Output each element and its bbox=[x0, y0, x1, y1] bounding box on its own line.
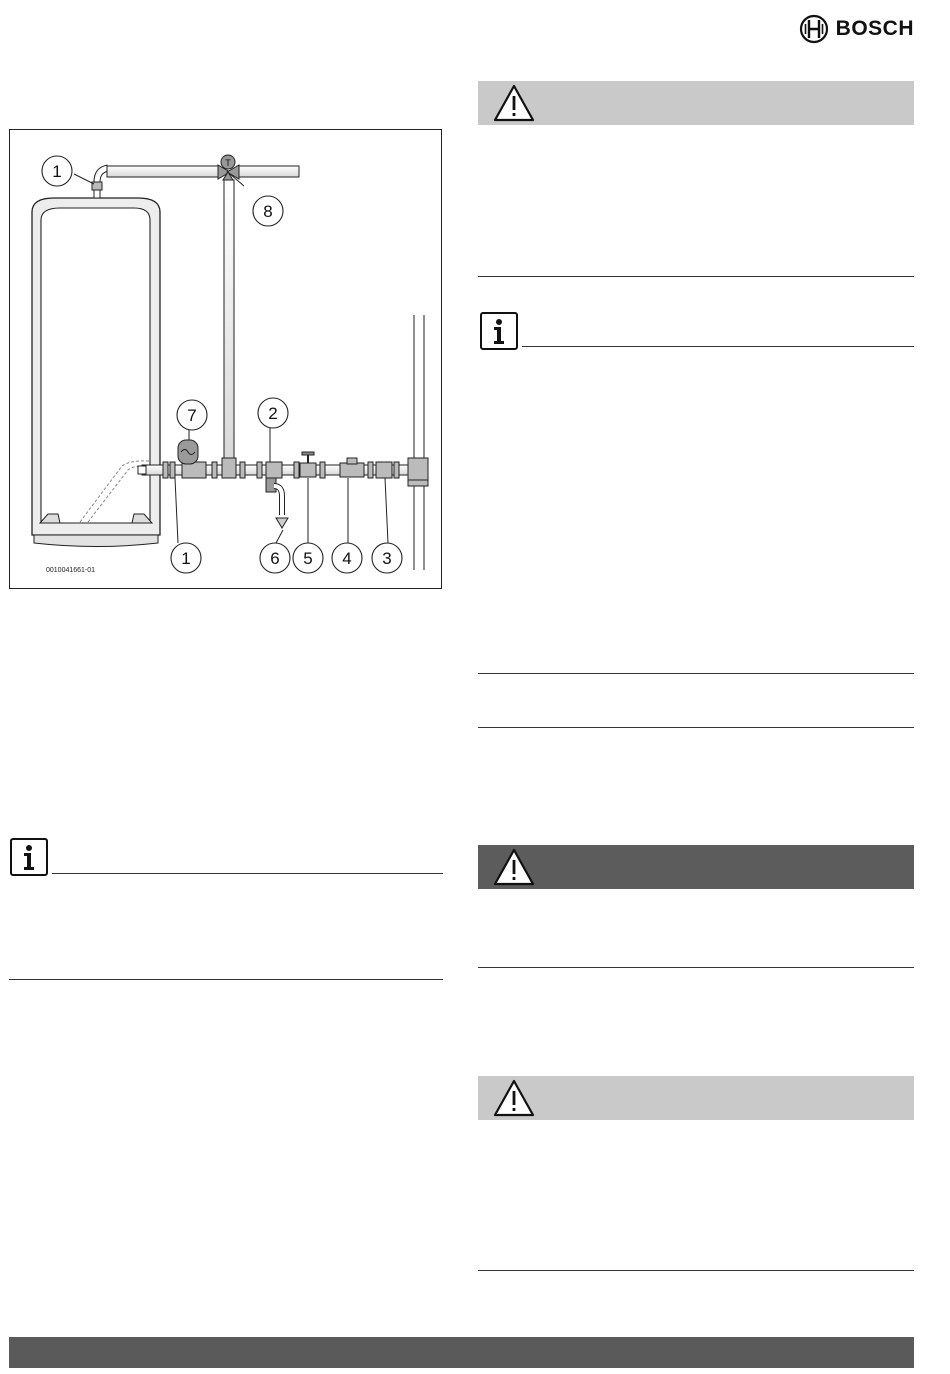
info-notice-2-top-rule bbox=[522, 346, 914, 347]
warning-triangle-icon bbox=[492, 83, 536, 123]
callout-1-top: 1 bbox=[52, 162, 62, 181]
callout-6: 6 bbox=[270, 549, 280, 568]
callout-8: 8 bbox=[263, 202, 273, 221]
warning-triangle-icon bbox=[492, 1078, 536, 1118]
figure-code: 0010041661-01 bbox=[46, 567, 96, 574]
section-rule bbox=[478, 727, 914, 728]
brand-logo bbox=[799, 14, 914, 44]
warning-2-bottom-rule bbox=[478, 967, 914, 968]
callout-4: 4 bbox=[342, 549, 352, 568]
callout-1-bottom: 1 bbox=[181, 549, 191, 568]
warning-3-bottom-rule bbox=[478, 1270, 914, 1271]
footer-bar bbox=[9, 1337, 914, 1368]
callout-7: 7 bbox=[187, 406, 197, 425]
warning-bar-2 bbox=[478, 845, 914, 889]
bosch-armature-icon bbox=[799, 14, 829, 44]
warning-triangle-icon bbox=[492, 847, 536, 887]
warning-bar-1 bbox=[478, 81, 914, 125]
diagram-drawing bbox=[10, 130, 443, 590]
warning-1-bottom-rule bbox=[478, 276, 914, 277]
info-notice-bottom-rule bbox=[9, 979, 443, 980]
info-icon bbox=[10, 838, 48, 876]
thermostat-symbol: T bbox=[225, 158, 231, 168]
brand-name: BOSCH bbox=[835, 17, 914, 40]
info-icon bbox=[480, 312, 518, 350]
callout-5: 5 bbox=[303, 549, 313, 568]
warning-bar-3 bbox=[478, 1076, 914, 1120]
callout-3: 3 bbox=[382, 549, 392, 568]
installation-diagram bbox=[9, 129, 442, 589]
info-notice-2-bottom-rule bbox=[478, 673, 914, 674]
tank-base bbox=[34, 535, 158, 547]
info-notice-top-rule bbox=[52, 873, 443, 874]
callout-2: 2 bbox=[268, 404, 278, 423]
